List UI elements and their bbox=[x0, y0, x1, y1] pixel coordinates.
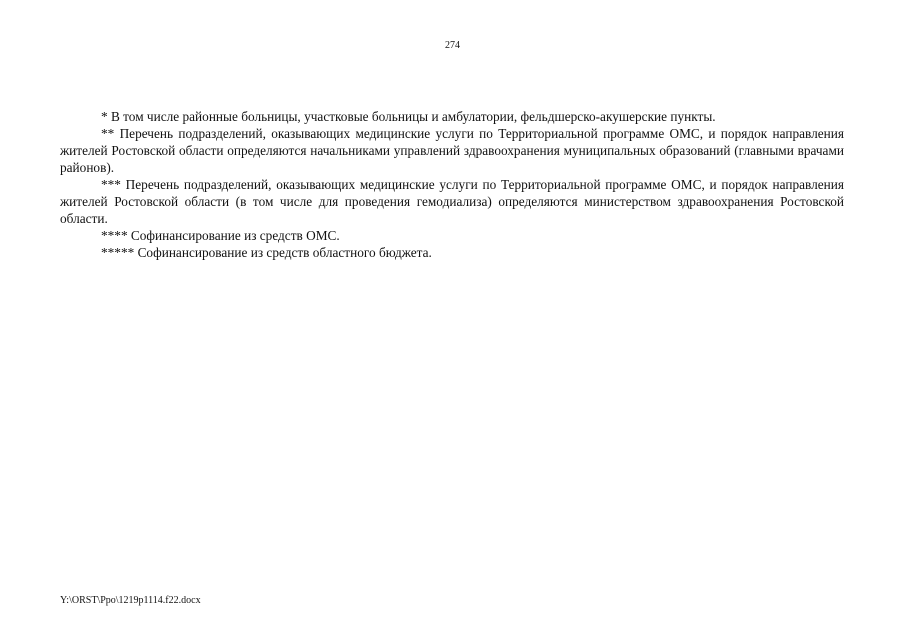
page-number: 274 bbox=[445, 40, 460, 51]
footnotes-block bbox=[60, 108, 844, 261]
footnote-1: * В том числе районные больницы, участковые больницы и амбулатории, фельдшерско-акушерские пункты. bbox=[101, 109, 716, 124]
footnote-4: **** Софинансирование из средств ОМС. bbox=[101, 228, 340, 243]
footnote-5: ***** Софинансирование из средств областного бюджета. bbox=[101, 245, 432, 260]
document-file-path: Y:\ORST\Ppo\1219p1114.f22.docx bbox=[60, 595, 201, 606]
footnote-3: *** Перечень подразделений, оказывающих медицинские услуги по Территориальной программе ОМС, и порядок направления жителей Ростовской области (в том числе для проведения гемодиализа) определяются министерством здравоохранения Ростовской области. bbox=[60, 177, 844, 226]
footnote-2: ** Перечень подразделений, оказывающих медицинские услуги по Территориальной программе ОМС, и порядок направления жителей Ростовской области определяются начальниками управлений здравоохранения муниципальных образований (главными врачами районов). bbox=[60, 126, 844, 175]
